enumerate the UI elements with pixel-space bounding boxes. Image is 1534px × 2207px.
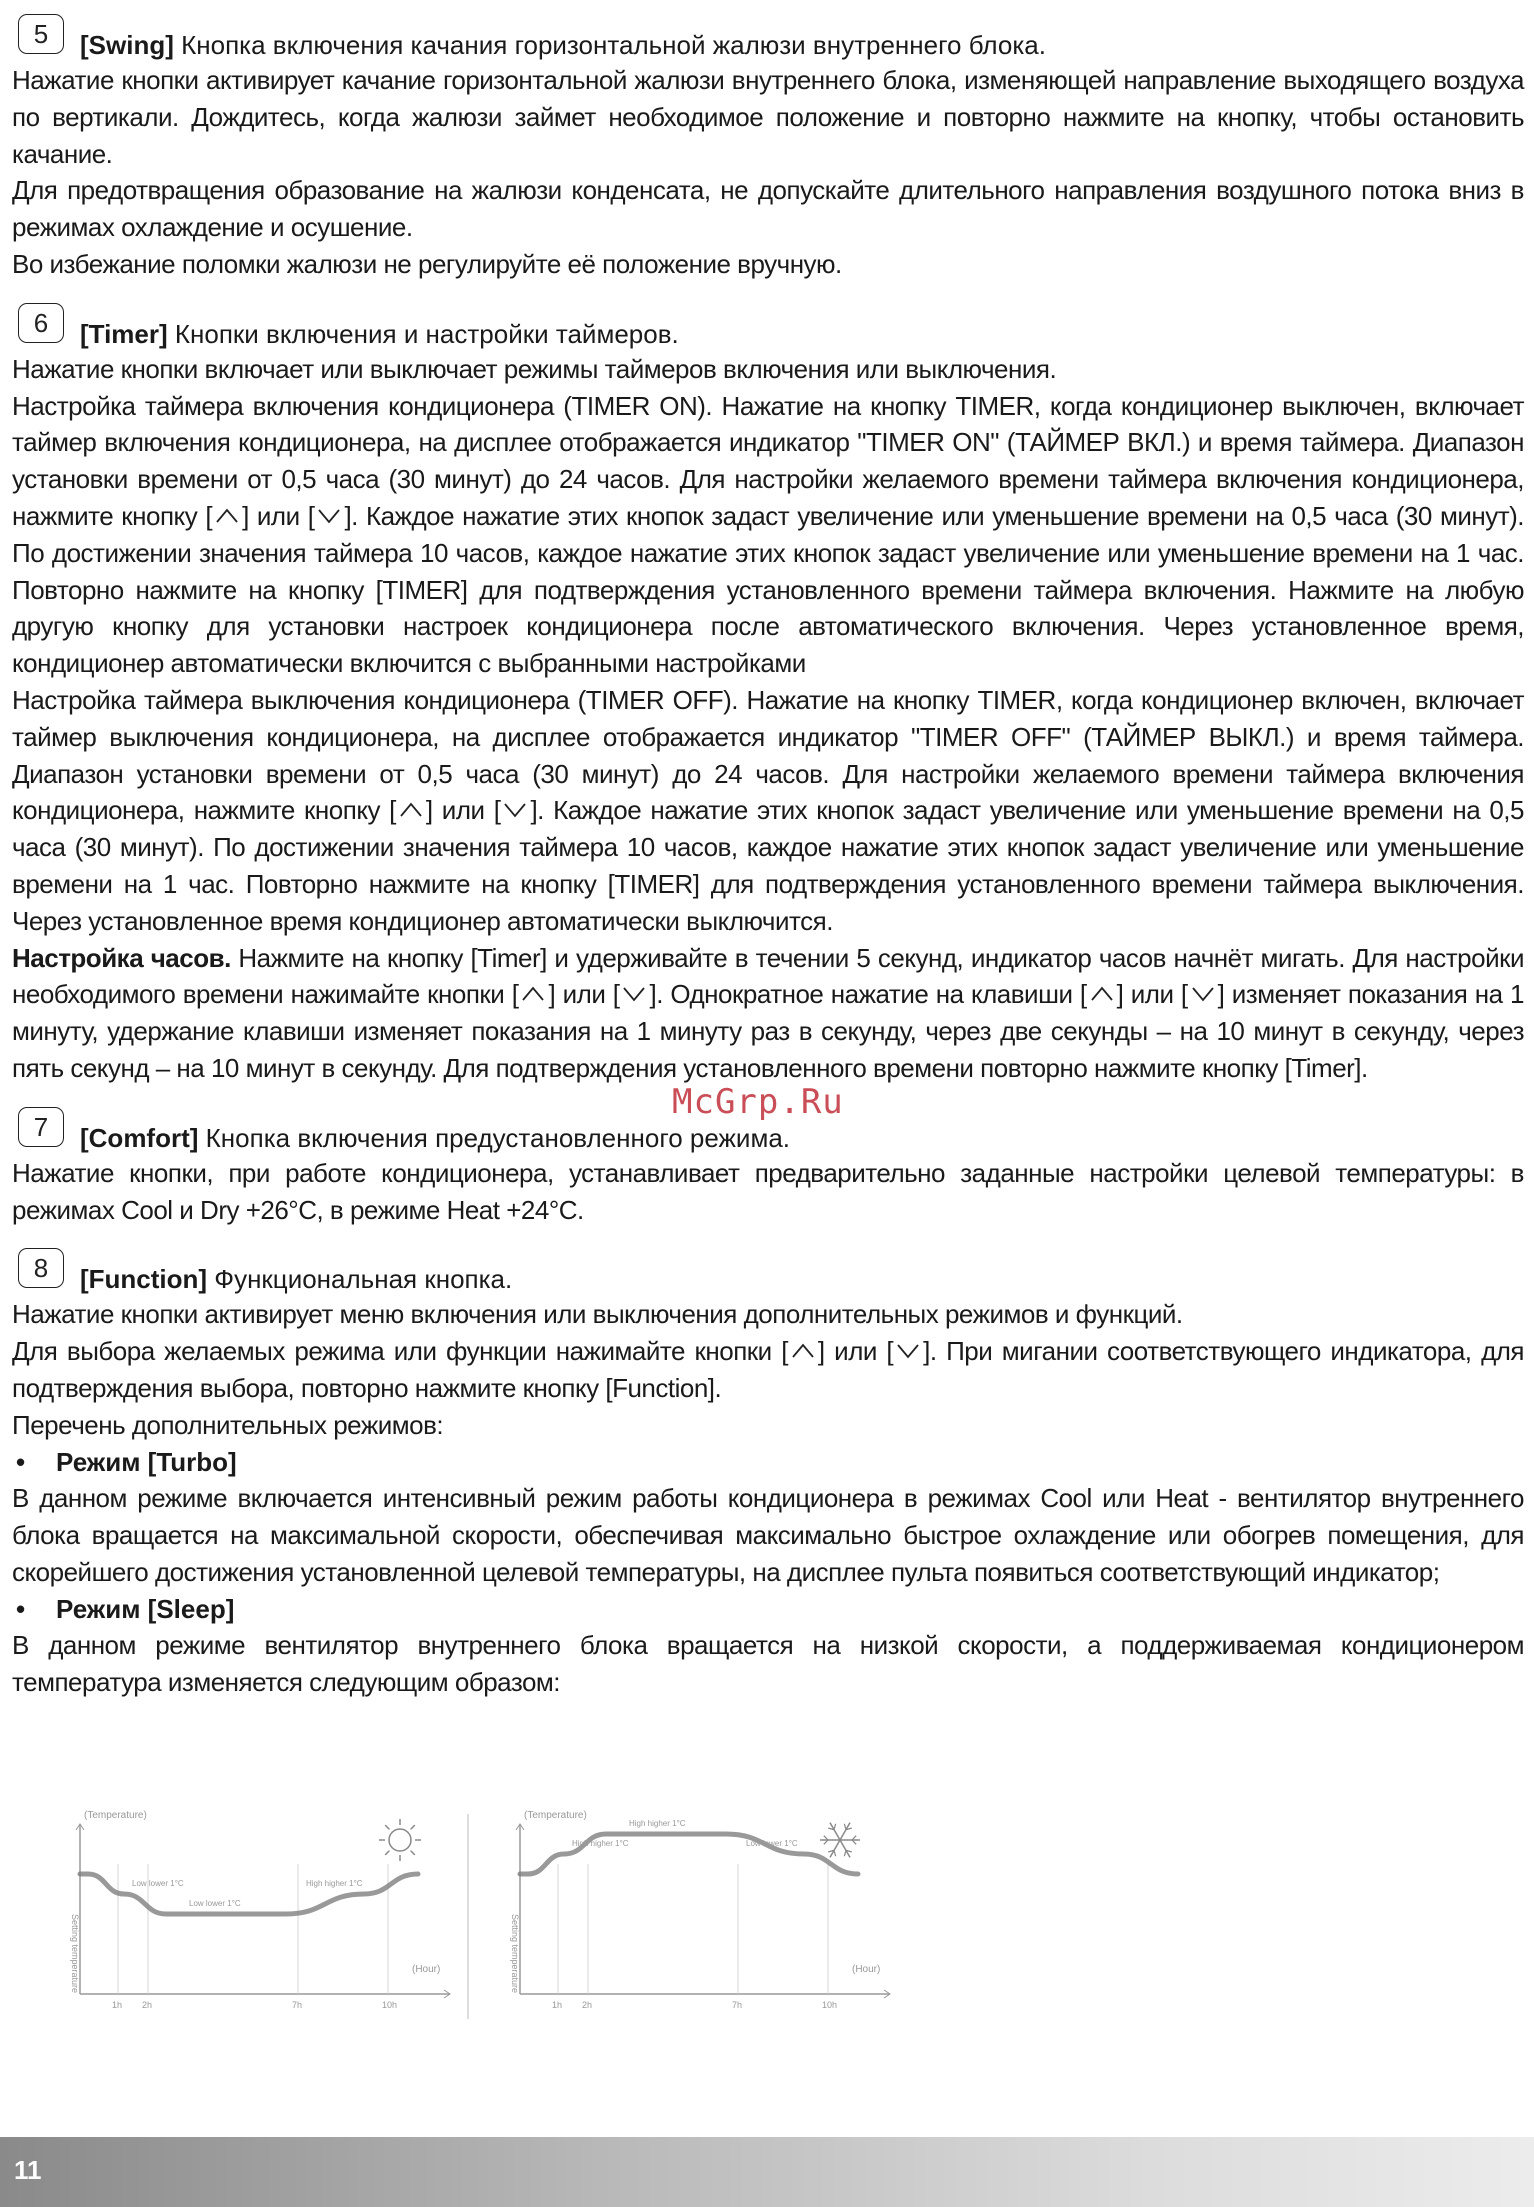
button-key: [Comfort] [80, 1122, 199, 1153]
paragraph: Перечень дополнительных режимов: [12, 1409, 444, 1440]
button-key: [Function] [80, 1264, 208, 1295]
annotation-label: Low lower 1°C [746, 1839, 798, 1848]
section-number-box: 7 [18, 1107, 64, 1147]
section-title [80, 28, 1046, 62]
down-arrow-icon [502, 799, 528, 821]
section-8-header [12, 1248, 1524, 1296]
down-arrow-icon [316, 505, 342, 527]
up-arrow-icon [214, 505, 240, 527]
sun-icon [379, 1819, 421, 1861]
x-tick-label: 7h [292, 2000, 303, 2010]
section-number-box: 8 [18, 1248, 64, 1288]
down-arrow-icon [1190, 983, 1216, 1005]
down-arrow-icon [895, 1340, 921, 1362]
chart-heat [70, 1810, 450, 2010]
snowflake-icon [820, 1823, 860, 1858]
x-tick-label: 2h [582, 2000, 593, 2010]
up-arrow-icon [398, 799, 424, 821]
up-arrow-icon [520, 983, 546, 1005]
annotation-label: High higher 1°C [306, 1879, 363, 1888]
section-6-header [12, 303, 1524, 351]
up-arrow-icon [790, 1340, 816, 1362]
section-title-text: Кнопка включения предустановленного режима. [198, 1122, 791, 1153]
paragraph: В данном режиме вентилятор внутреннего блока вращается на низкой скорости, а поддерживаемая кондиционером температура изменяется следующим образом: [12, 1630, 1524, 1698]
paragraph: Настройка таймера включения кондиционера (TIMER ON). Нажатие на кнопку TIMER, когда кондиционер выключен, включает таймер включения кондиционера, на дисплее отображается индикатор "TIMER ON" (ТАЙМЕР ВКЛ.) и время таймера. Диапазон установки времени от 0,5 часа (30 минут) до 24 часов. Для настройки желаемого времени таймера включения кондиционера, нажмите кнопку [ ] или [ ]. Каждое нажатие этих кнопок задаст увеличение или уменьшение времени на 0,5 часа (30 минут). По достижении значения таймера 10 часов, каждое нажатие этих кнопок задаст увеличение или уменьшение времени на 1 час. Повторно нажмите на кнопку [TIMER] для подтверждения установленного времени таймера включения. Нажмите на любую другую кнопку для установки настроек кондиционера после автоматического включения. Через установленное время, кондиционер автоматически включится с выбранными настройками [12, 390, 1524, 679]
y-axis-label: (Temperature) [84, 1810, 147, 1821]
section-number-box: 5 [18, 14, 64, 54]
page-number: 11 [14, 2155, 42, 2185]
section-number-box: 6 [18, 303, 64, 343]
x-tick-label: 2h [142, 2000, 153, 2010]
paragraph: Нажатие кнопки включает или выключает режимы таймеров включения или выключения. [12, 353, 1057, 384]
y-axis-label: (Temperature) [524, 1810, 587, 1821]
paragraph: Нажатие кнопки активирует меню включения или выключения дополнительных режимов и функций. [12, 1299, 1183, 1330]
paragraph: В данном режиме включается интенсивный режим работы кондиционера в режимах Cool или Heat - вентилятор внутреннего блока вращается на максимальной скорости, обеспечивая максимально быстрое охлаждение или обогрев помещения, для скорейшего достижения установленной целевой температуры, на дисплее пульта появиться соответствующий индикатор; [12, 1483, 1524, 1587]
footer-bar [0, 2137, 1534, 2207]
section-title [80, 317, 679, 351]
button-key: [Timer] [80, 318, 168, 349]
temperature-curve [520, 1834, 858, 1874]
section-title-text: Кнопка включения качания горизонтальной жалюзи внутреннего блока. [173, 30, 1046, 60]
paragraph: Для предотвращения образование на жалюзи конденсата, не допускайте длительного направления воздушного потока вниз в режимах охлаждение и осушение. [12, 175, 1524, 243]
annotation-label: High higher 1°C [572, 1839, 629, 1848]
x-tick-label: 10h [822, 2000, 838, 2010]
section-5-header [12, 14, 1524, 62]
x-axis-label: (Hour) [412, 1964, 441, 1975]
paragraph: Во избежание поломки жалюзи не регулируйте её положение вручную. [12, 248, 842, 279]
x-tick-label: 10h [382, 2000, 398, 2010]
list-item: • Режим [Turbo] [16, 1446, 237, 1477]
section-title-text: Кнопки включения и настройки таймеров. [167, 318, 679, 349]
section-title [80, 1121, 790, 1155]
section-title [80, 1262, 512, 1296]
x-tick-label: 1h [552, 2000, 563, 2010]
button-key: [Swing] [80, 30, 174, 60]
paragraph: Нажатие кнопки активирует качание горизонтальной жалюзи внутреннего блока, изменяющей направление выходящего воздуха по вертикали. Дождитесь, когда жалюзи займет необходимое положение и повторно нажмите на кнопку, чтобы остановить качание. [12, 65, 1524, 169]
annotation-label: Low lower 1°C [189, 1899, 241, 1908]
paragraph: Для выбора желаемых режима или функции нажимайте кнопки [ ] или [ ]. При мигании соответствующего индикатора, для подтверждения выбора, повторно нажмите кнопку [Function]. [12, 1336, 1524, 1403]
x-axis-label: (Hour) [852, 1964, 881, 1975]
x-tick-label: 1h [112, 2000, 123, 2010]
section-title-text: Функциональная кнопка. [207, 1264, 513, 1295]
paragraph: Нажатие кнопки, при работе кондиционера, устанавливает предварительно заданные настройки целевой температуры: в режимах Cool и Dry +26°C, в режиме Heat +24°C. [12, 1157, 1524, 1225]
annotation-label: High higher 1°C [629, 1819, 686, 1828]
paragraph: Настройка таймера выключения кондиционера (TIMER OFF). Нажатие на кнопку TIMER, когда кондиционер включен, включает таймер выключения кондиционера, на дисплее отображается индикатор "TIMER OFF" (ТАЙМЕР ВЫКЛ.) и время таймера. Диапазон установки времени от 0,5 часа (30 минут) до 24 часов. Для настройки желаемого времени таймера включения кондиционера, нажмите кнопку [ ] или [ ]. Каждое нажатие этих кнопок задаст увеличение или уменьшение времени на 0,5 часа (30 минут). По достижении значения таймера 10 часов, каждое нажатие этих кнопок задаст увеличение или уменьшение времени на 1 час. Повторно нажмите на кнопку [TIMER] для подтверждения установленного времени таймера выключения. Через установленное время кондиционер автоматически выключится. [12, 684, 1524, 936]
up-arrow-icon [1089, 983, 1115, 1005]
sleep-charts [50, 1804, 910, 2024]
clock-setup-heading: Настройка часов. [12, 942, 231, 973]
y-axis-text: Setting temperature [510, 1914, 520, 1994]
chart-cool [510, 1810, 890, 2010]
x-tick-label: 7h [732, 2000, 743, 2010]
watermark: McGrp.Ru [672, 1082, 844, 1122]
manual-page [12, 8, 1524, 1701]
list-item: • Режим [Sleep] [16, 1593, 235, 1624]
y-axis-text: Setting temperature [70, 1914, 80, 1994]
down-arrow-icon [621, 983, 647, 1005]
annotation-label: Low lower 1°C [132, 1879, 184, 1888]
paragraph: Настройка часов. Нажмите на кнопку [Timer] и удерживайте в течении 5 секунд, индикатор часов начнёт мигать. Для настройки необходимого времени нажимайте кнопки [ ] или [ ]. Однократное нажатие на клавиши [ ] или [ ] изменяет показания на 1 минуту, удержание клавиши изменяет показания на 1 минуту раз в секунду, через две секунды – на 10 минут в секунду, через пять секунд – на 10 минут в секунду. Для подтверждения установленного времени повторно нажмите кнопку [Timer]. [12, 942, 1524, 1083]
temperature-curve [80, 1874, 418, 1914]
